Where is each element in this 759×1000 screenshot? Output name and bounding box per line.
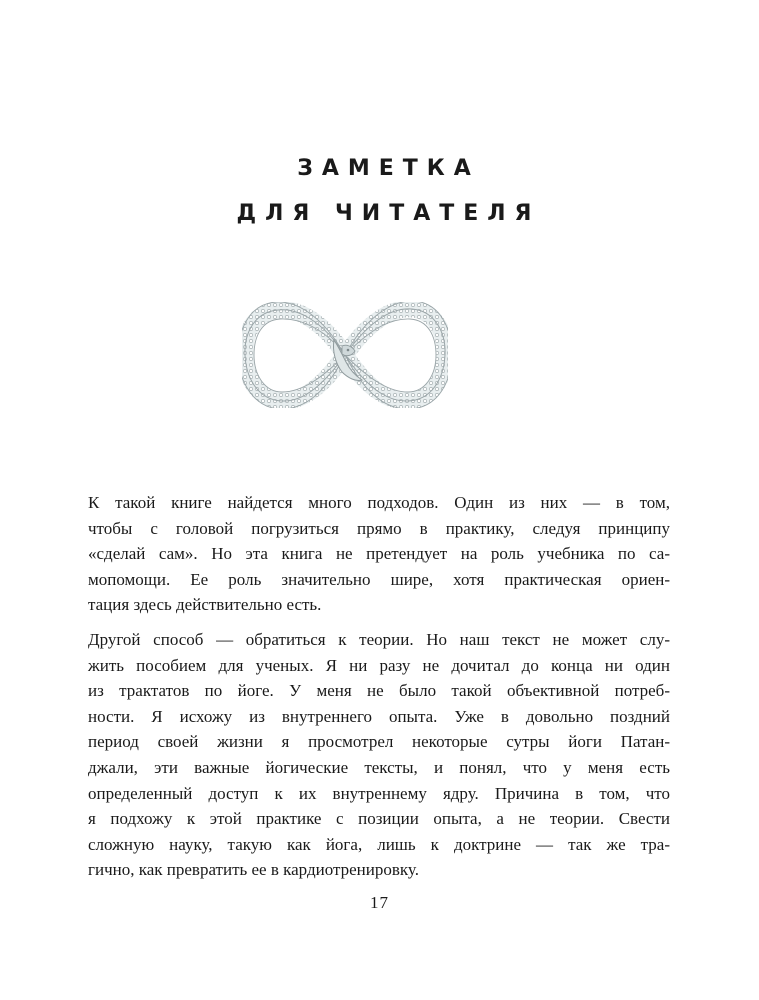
paragraph-line: «сделай сам». Но эта книга не претендует на роль учебника по са- [88,544,670,564]
paragraph-line: джали, эти важные йогические тексты, и понял, что у меня есть [88,757,670,777]
paragraph-line: Другой способ — обратиться к теории. Но наш текст не может слу- [88,630,670,649]
paragraph-line: гично, как превратить ее в кардиотренировку. [88,860,419,880]
paragraph-line: я подхожу к этой практике с позиции опыта, а не теории. Свести [88,809,670,829]
paragraph-line: чтобы с головой погрузиться прямо в практику, следуя принципу [88,518,670,538]
paragraph-line: период своей жизни я просмотрел некоторые сутры йоги Патан- [88,732,670,752]
chapter-title-line-2: ДЛЯ ЧИТАТЕЛЯ [236,201,541,226]
paragraph-line: ности. Я исхожу из внутреннего опыта. Уже в довольно поздний [88,706,670,726]
paragraph-line: определенный доступ к их внутреннему ядру. Причина в том, что [88,783,670,803]
paragraph-line: сложную науку, такую как йога, лишь к доктрине — так же тра- [88,834,670,854]
body-paragraph-2 [88,627,670,883]
ouroboros-infinity-icon [242,302,448,408]
paragraph-line: К такой книге найдется много подходов. Один из них — в том, [88,493,670,512]
body-paragraph-1 [88,490,670,618]
page-number: 17 [370,893,389,912]
chapter-title-line-1: ЗАМЕТКА [297,156,480,181]
paragraph-line: из трактатов по йоге. У меня не было такой объективной потреб- [88,681,670,701]
paragraph-line: тация здесь действительно есть. [88,595,322,615]
paragraph-line: жить пособием для ученых. Я ни разу не дочитал до конца ни один [88,655,670,675]
paragraph-line: мопомощи. Ее роль значительно шире, хотя практическая ориен- [88,569,670,589]
